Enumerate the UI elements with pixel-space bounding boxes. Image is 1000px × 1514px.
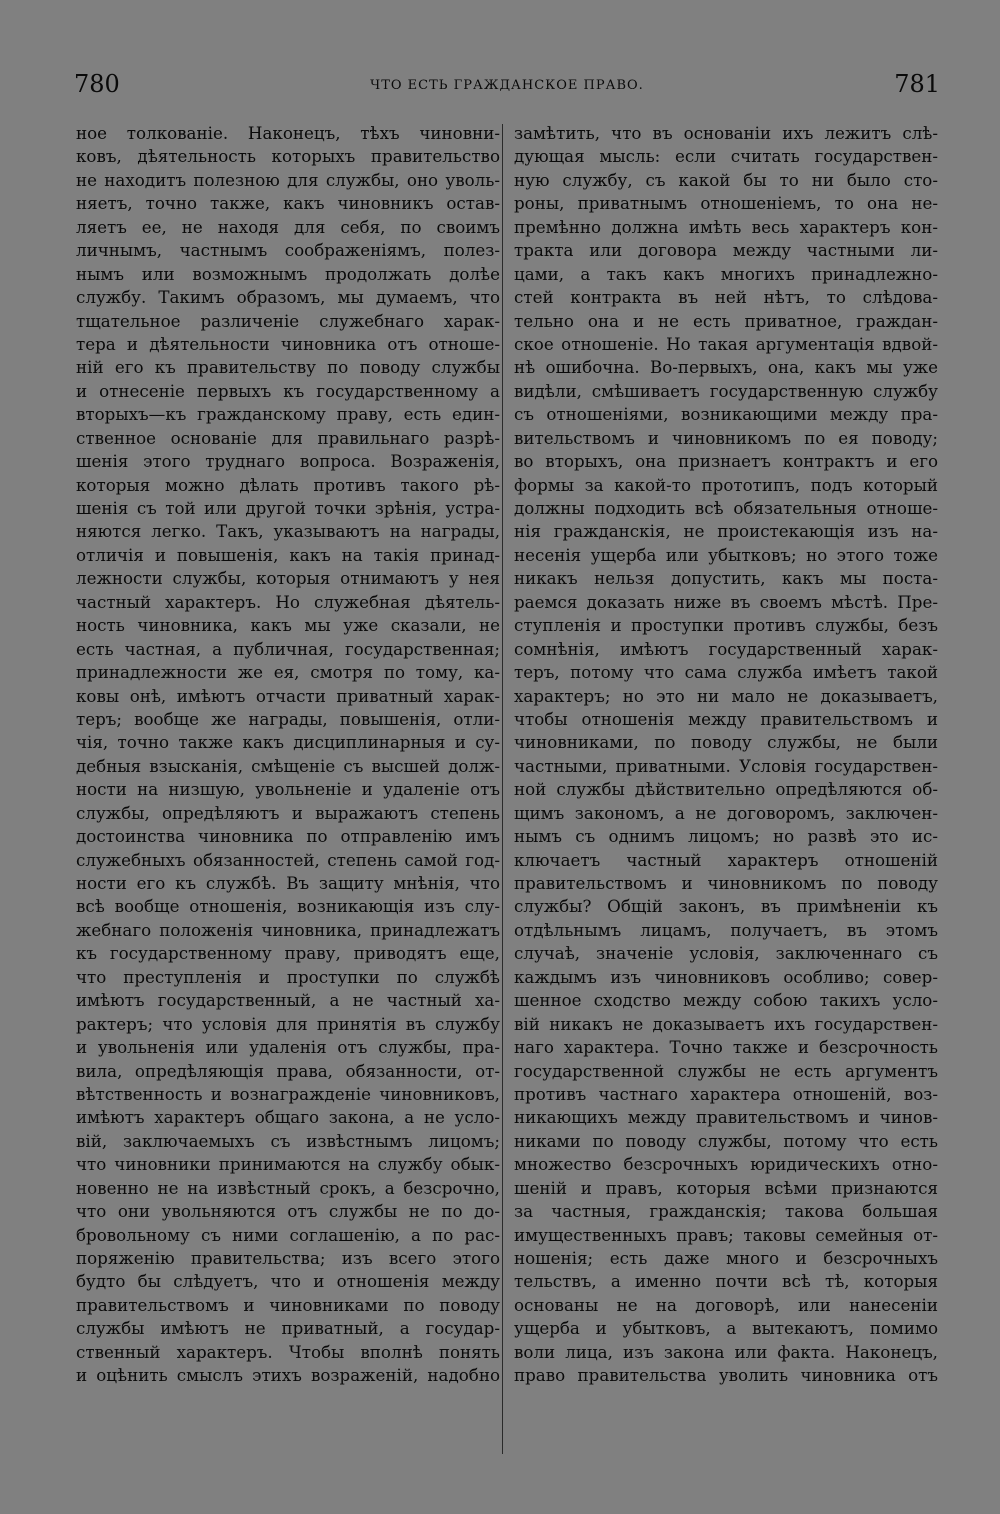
text-line: ственное основаніе для правильнаго разрѣ- — [76, 427, 500, 448]
text-line: вѣтственность и вознагражденіе чиновниковъ, — [76, 1083, 500, 1104]
text-line: нѣ ошибочна. Во-первыхъ, она, какъ мы уже — [514, 357, 938, 378]
text-line: бровольному съ ними соглашенію, а по рас- — [76, 1224, 500, 1245]
text-line: имущественныхъ правъ; таковы семейныя от- — [514, 1224, 938, 1245]
text-line: ское отношеніе. Но такая аргументація вдвой- — [514, 333, 938, 354]
running-title: ЧТО ЕСТЬ ГРАЖДАНСКОЕ ПРАВО. — [370, 78, 644, 93]
text-line: службы? Общій законъ, въ примѣненіи къ — [514, 896, 938, 917]
text-line: основаны не на договорѣ, или нанесеніи — [514, 1294, 938, 1315]
text-line: частный характеръ. Но служебная дѣятель- — [76, 591, 500, 612]
text-line: сомнѣнія, имѣютъ государственный харак- — [514, 638, 938, 659]
text-line: премѣнно должна имѣть весь характеръ кон- — [514, 216, 938, 237]
text-line: службы, опредѣляютъ и выражаютъ степень — [76, 802, 500, 823]
text-line: правительствомъ и чиновниками по поводу — [76, 1294, 500, 1315]
page-header — [74, 70, 940, 104]
text-line: роны, приватнымъ отношеніемъ, то она не- — [514, 193, 938, 214]
text-line: замѣтить, что въ основаніи ихъ лежитъ слѣ- — [514, 123, 938, 143]
text-line: лежности службы, которыя отнимаютъ у нея — [76, 568, 500, 589]
text-line: право правительства уволить чиновника отъ — [514, 1365, 938, 1386]
text-line: съ отношеніями, возникающими между пра- — [514, 404, 938, 425]
text-line: ной службы дѣйствительно опредѣляются об- — [514, 779, 938, 800]
text-line: достоинства чиновника по отправленію имъ — [76, 826, 500, 847]
text-line: жебнаго положенія чиновника, принадлежатъ — [76, 919, 500, 940]
text-line: рактеръ; что условія для принятія въ службу — [76, 1013, 500, 1034]
text-line: воли лица, изъ закона или факта. Наконецъ, — [514, 1341, 938, 1362]
text-line: раемся доказать ниже въ своемъ мѣстѣ. Пре- — [514, 591, 938, 612]
text-line: ственный характеръ. Чтобы вполнѣ понять — [76, 1341, 500, 1362]
text-line: ущерба и убытковъ, а вытекаютъ, помимо — [514, 1318, 938, 1339]
text-line: тщательное различеніе служебнаго харак- — [76, 310, 500, 331]
text-line: щимъ закономъ, а не договоромъ, заключен- — [514, 802, 938, 823]
text-line: отличія и повышенія, какъ на такія принад- — [76, 544, 500, 565]
text-line: что преступленія и проступки по службѣ — [76, 966, 500, 987]
text-line: чія, точно также какъ дисциплинарныя и су- — [76, 732, 500, 753]
text-line: личнымъ, частнымъ соображеніямъ, полез- — [76, 240, 500, 261]
text-line: имѣютъ характеръ общаго закона, а не усло- — [76, 1107, 500, 1128]
text-line: множество безсрочныхъ юридическихъ отно- — [514, 1154, 938, 1175]
text-line: новенно не на извѣстный срокъ, а безсрочно, — [76, 1177, 500, 1198]
text-line: шенія этого труднаго вопроса. Возраженія, — [76, 451, 500, 472]
text-line: есть частная, а публичная, государственная; — [76, 638, 500, 659]
text-line: шеній и правъ, которыя всѣми признаются — [514, 1177, 938, 1198]
text-line: ступленія и проступки противъ службы, безъ — [514, 615, 938, 636]
text-line: несенія ущерба или убытковъ; но этого тоже — [514, 544, 938, 565]
text-line: тельствъ, а именно почти всѣ тѣ, которыя — [514, 1271, 938, 1292]
text-line: характеръ; но это ни мало не доказываетъ, — [514, 685, 938, 706]
text-line: шенное сходство между собою такихъ усло- — [514, 990, 938, 1011]
text-line: случаѣ, значеніе условія, заключеннаго съ — [514, 943, 938, 964]
text-line: что они увольняются отъ службы не по до- — [76, 1201, 500, 1222]
text-line: цами, а такъ какъ многихъ принадлежно- — [514, 263, 938, 284]
text-line: службы имѣютъ не приватный, а государ- — [76, 1318, 500, 1339]
text-line: теръ, потому что сама служба имѣетъ такой — [514, 662, 938, 683]
text-line: и отнесеніе первыхъ къ государственному а — [76, 380, 500, 401]
text-line: частными, приватными. Условія государствен- — [514, 755, 938, 776]
text-line: имѣютъ государственный, а не частный ха- — [76, 990, 500, 1011]
text-line: ность чиновника, какъ мы уже сказали, не — [76, 615, 500, 636]
text-line: каждымъ изъ чиновниковъ особливо; совер- — [514, 966, 938, 987]
text-line: что чиновники принимаются на службу обык- — [76, 1154, 500, 1175]
text-line: во вторыхъ, она признаетъ контрактъ и его — [514, 451, 938, 472]
text-line: будто бы слѣдуетъ, что и отношенія между — [76, 1271, 500, 1292]
text-line: тера и дѣятельности чиновника отъ отноше- — [76, 333, 500, 354]
text-line: и оцѣнить смыслъ этихъ возраженій, надобно — [76, 1365, 500, 1386]
text-line: ности на низшую, увольненіе и удаленіе отъ — [76, 779, 500, 800]
text-line: къ государственному праву, приводятъ еще, — [76, 943, 500, 964]
text-line: ное толкованіе. Наконецъ, тѣхъ чиновни- — [76, 123, 500, 143]
text-line: ношенія; есть даже много и безсрочныхъ — [514, 1248, 938, 1268]
text-line: которыя можно дѣлать противъ такого рѣ- — [76, 474, 500, 495]
text-line: чтобы отношенія между правительствомъ и — [514, 708, 938, 729]
text-line: тракта или договора между частными ли- — [514, 240, 938, 261]
text-line: ній его къ правительству по поводу службы — [76, 357, 500, 378]
text-line: теръ; вообще же награды, повышенія, отли- — [76, 708, 500, 729]
text-line: наго характера. Точно также и безсрочность — [514, 1037, 938, 1058]
text-line: видѣли, смѣшиваетъ государственную службу — [514, 380, 938, 401]
text-line: отдѣльнымъ лицамъ, получаетъ, въ этомъ — [514, 919, 938, 940]
text-line: государственной службы не есть аргументъ — [514, 1060, 938, 1081]
text-line: служебныхъ обязанностей, степень самой год- — [76, 849, 500, 870]
text-line: формы за какой-то прототипъ, подъ который — [514, 474, 938, 495]
text-line: должны подходить всѣ обязательныя отноше- — [514, 498, 938, 518]
text-line: противъ частнаго характера отношеній, воз- — [514, 1083, 938, 1104]
text-line: ковъ, дѣятельность которыхъ правительство — [76, 146, 500, 167]
text-line: нымъ или возможнымъ продолжать долѣе — [76, 263, 500, 284]
text-line: тельно она и не есть приватное, граждан- — [514, 310, 938, 331]
text-line: за частныя, гражданскія; такова большая — [514, 1201, 938, 1222]
text-line: ляетъ ее, не находя для себя, по своимъ — [76, 216, 500, 237]
text-line: стей контракта въ ней нѣтъ, то слѣдова- — [514, 287, 938, 308]
text-line: никами по поводу службы, потому что есть — [514, 1130, 938, 1151]
page-number-right: 781 — [894, 70, 940, 98]
text-line: никакъ нельзя допустить, какъ мы поста- — [514, 568, 938, 589]
text-line: не находитъ полезною для службы, оно уволь- — [76, 169, 500, 190]
text-line: и увольненія или удаленія отъ службы, пра- — [76, 1037, 500, 1058]
text-line: правительствомъ и чиновникомъ по поводу — [514, 873, 938, 893]
text-line: нія гражданскія, не проистекающія изъ на- — [514, 521, 938, 542]
text-line: чиновниками, по поводу службы, не были — [514, 732, 938, 753]
text-line: ности его къ службѣ. Въ защиту мнѣнія, что — [76, 873, 500, 893]
text-line: вительствомъ и чиновникомъ по ея поводу; — [514, 427, 938, 448]
text-line: принадлежности же ея, смотря по тому, ка- — [76, 662, 500, 683]
text-line: дебныя взысканія, смѣщеніе съ высшей долж- — [76, 755, 500, 776]
text-line: шенія съ той или другой точки зрѣнія, устра- — [76, 498, 500, 518]
text-line: дующая мысль: если считать государствен- — [514, 146, 938, 167]
text-line: вій никакъ не доказываетъ ихъ государствен- — [514, 1013, 938, 1034]
text-line: вторыхъ—къ гражданскому праву, есть един- — [76, 404, 500, 425]
text-line: ключаетъ частный характеръ отношеній — [514, 849, 938, 870]
text-column-right — [514, 122, 938, 1388]
text-line: няются легко. Такъ, указываютъ на награды, — [76, 521, 500, 542]
text-line: службу. Такимъ образомъ, мы думаемъ, что — [76, 287, 500, 308]
text-line: вила, опредѣляющія права, обязанности, от- — [76, 1060, 500, 1081]
text-column-left — [76, 122, 500, 1388]
text-line: никающихъ между правительствомъ и чинов- — [514, 1107, 938, 1128]
text-line: нымъ съ однимъ лицомъ; но развѣ это ис- — [514, 826, 938, 847]
text-line: ную службу, съ какой бы то ни было сто- — [514, 169, 938, 190]
text-line: вій, заключаемыхъ съ извѣстнымъ лицомъ; — [76, 1130, 500, 1151]
text-line: всѣ вообще отношенія, возникающія изъ слу- — [76, 896, 500, 917]
text-line: ковы онѣ, имѣютъ отчасти приватный харак- — [76, 685, 500, 706]
text-line: поряженію правительства; изъ всего этого — [76, 1248, 500, 1268]
text-line: няетъ, точно также, какъ чиновникъ остав- — [76, 193, 500, 214]
page-number-left: 780 — [74, 70, 120, 98]
column-divider — [502, 124, 503, 1454]
